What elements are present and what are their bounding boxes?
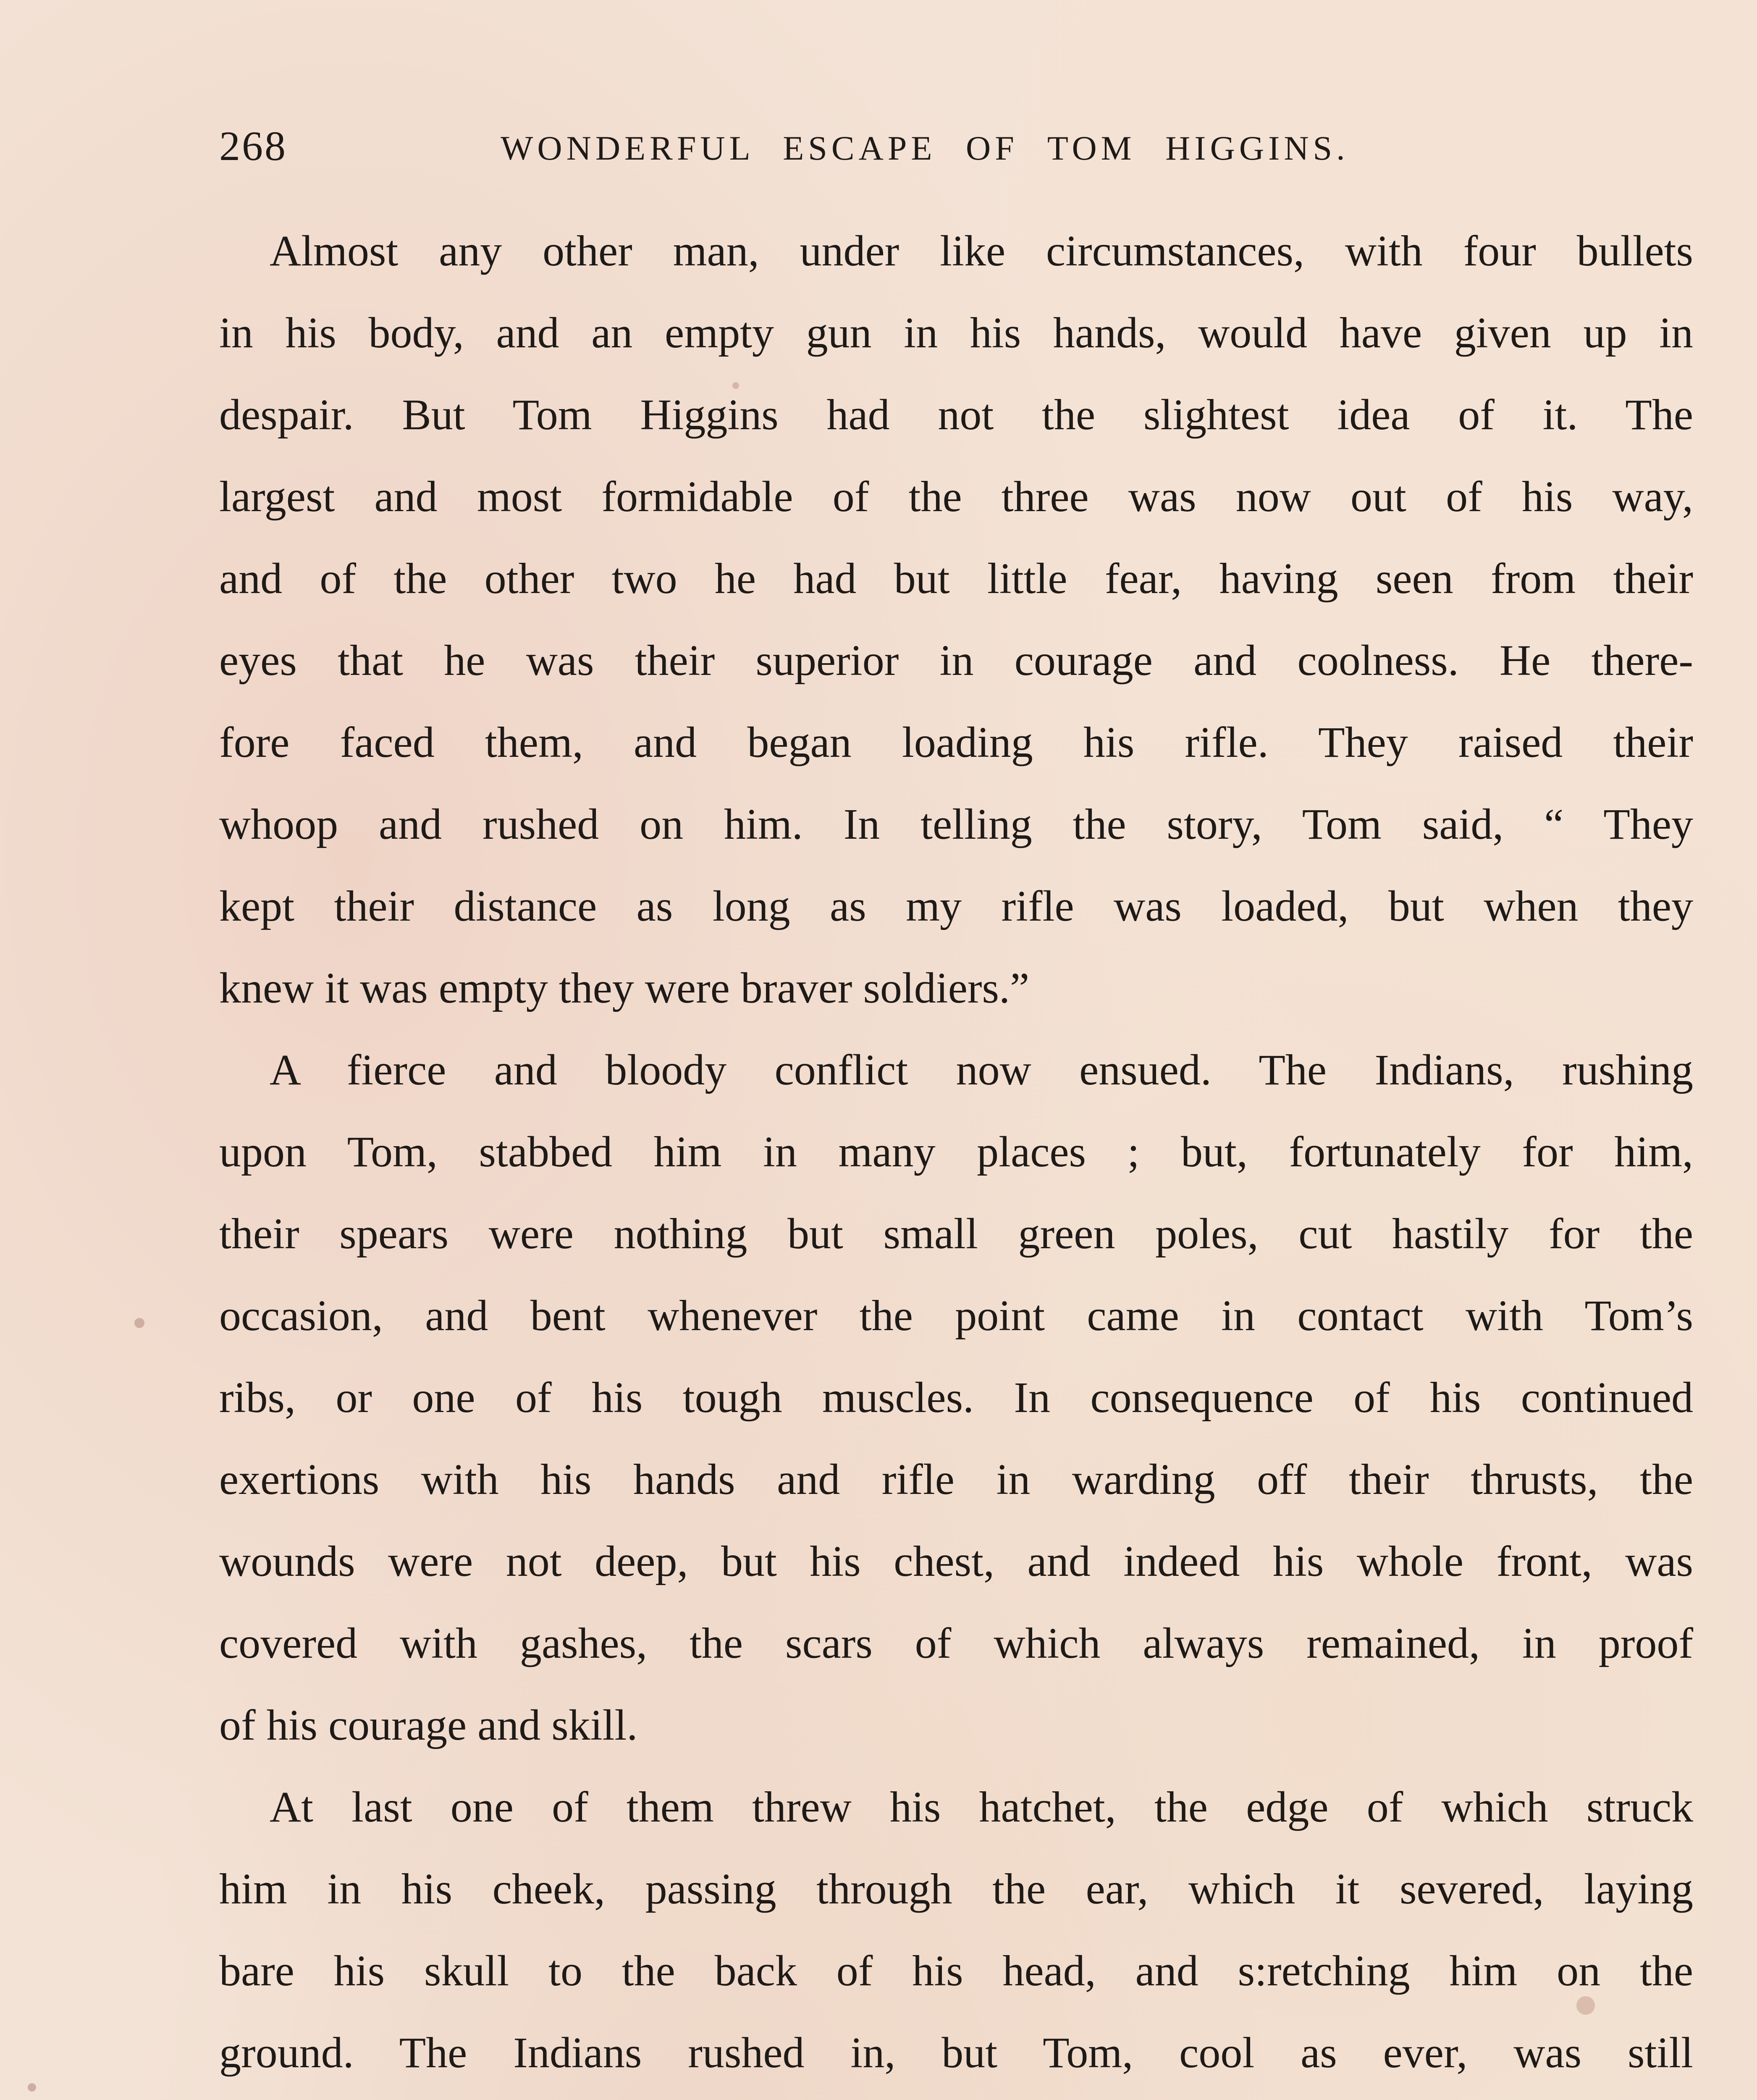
text-line: despair. But Tom Higgins had not the slightest idea of it. The <box>219 391 1693 439</box>
text-line: wounds were not deep, but his chest, and indeed his whole front, was <box>219 1537 1693 1586</box>
text-line: covered with gashes, the scars of which always remained, in proof <box>219 1619 1693 1667</box>
text-line: A fierce and bloody conflict now ensued. The Indians, rushing <box>270 1046 1693 1094</box>
text-line: ribs, or one of his tough muscles. In consequence of his continued <box>219 1373 1693 1422</box>
paragraph-1 <box>219 210 1693 1029</box>
text-line: largest and most formidable of the three was now out of his way, <box>219 472 1693 521</box>
text-line: their spears were nothing but small green poles, cut hastily for the <box>219 1210 1693 1258</box>
text-line: him in his cheek, passing through the ear, which it severed, laying <box>219 1865 1693 1913</box>
text-line: exertions with his hands and rifle in warding off their thrusts, the <box>219 1455 1693 1504</box>
text-line: of his courage and skill. <box>219 1701 638 1749</box>
text-line: kept their distance as long as my rifle was loaded, but when they <box>219 882 1693 930</box>
text-line: fore faced them, and began loading his rifle. They raised their <box>219 718 1693 766</box>
text-line: upon Tom, stabbed him in many places ; but, fortunately for him, <box>219 1128 1693 1176</box>
text-line: occasion, and bent whenever the point came in contact with Tom’s <box>219 1292 1693 1340</box>
text-line <box>219 2094 1693 2100</box>
text-line: whoop and rushed on him. In telling the story, Tom said, “ They <box>219 800 1693 848</box>
text-line: bare his skull to the back of his head, and s:retching him on the <box>219 1947 1693 1995</box>
page-number: 268 <box>219 123 287 169</box>
text-line: At last one of them threw his hatchet, the edge of which struck <box>270 1783 1693 1831</box>
text-line: knew it was empty they were braver soldiers.” <box>219 964 1030 1012</box>
paragraph-3 <box>219 1766 1693 2100</box>
chapter-title: WONDERFUL ESCAPE OF TOM HIGGINS. <box>501 129 1349 167</box>
text-line: ground. The Indians rushed in, but Tom, cool as ever, was still <box>219 2029 1693 2077</box>
text-line: in his body, and an empty gun in his hands, would have given up in <box>219 309 1693 357</box>
body-text <box>219 210 1693 2100</box>
text-line: eyes that he was their superior in courage and coolness. He there- <box>219 636 1693 685</box>
paragraph-2 <box>219 1029 1693 1766</box>
text-line: and of the other two he had but little fear, having seen from their <box>219 554 1693 603</box>
text-line: Almost any other man, under like circumstances, with four bullets <box>270 227 1693 275</box>
running-head <box>219 122 1697 176</box>
